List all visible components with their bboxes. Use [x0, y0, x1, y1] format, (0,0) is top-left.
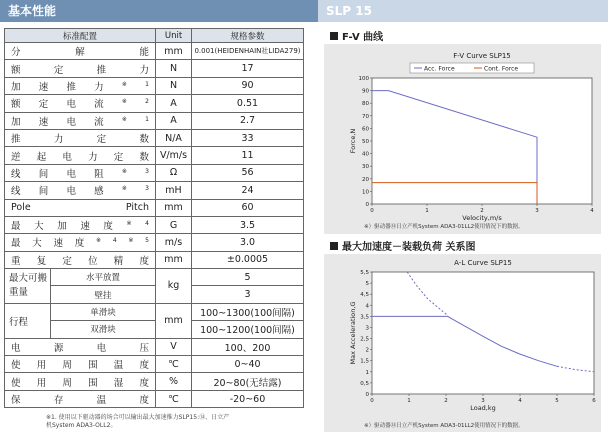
y-tick-label: 10: [362, 189, 369, 196]
spec-name-text: 线间电阻: [11, 168, 122, 180]
spec-value: 0.51: [192, 95, 304, 112]
spec-name: [5, 147, 156, 164]
footnote-1: ※1. 使用以下驱动器的场合可以输出最大加速推力SLP15:⑭、日立产: [46, 414, 230, 421]
x-axis-label: Load,kg: [470, 404, 496, 412]
model-header: SLP 15: [318, 0, 608, 22]
fv-chart-panel: [324, 44, 601, 234]
stroke-val2: 100~1200(100间隔): [192, 321, 304, 338]
footnote-2: 机System ADA3-OLL2。: [46, 422, 117, 429]
table-row: [5, 356, 304, 373]
spec-value: 20~80(无结露): [192, 373, 304, 390]
spec-name: [5, 164, 156, 181]
table-row: [5, 129, 304, 146]
y-tick-label: 0: [365, 392, 369, 398]
spec-value: 90: [192, 77, 304, 94]
spec-name-text: 加速电流: [11, 116, 122, 128]
y-tick-label: 20: [362, 176, 369, 183]
x-tick-label: 0: [370, 208, 374, 214]
spec-name-text: Pole Pitch: [11, 202, 149, 214]
spec-footnote-mark: ※3: [121, 185, 149, 193]
spec-value: 100、200: [192, 338, 304, 355]
stroke-unit: mm: [156, 303, 192, 338]
y-tick-label: 50: [362, 139, 369, 145]
spec-unit: %: [156, 373, 192, 390]
table-row: [5, 390, 304, 407]
stroke-label: 行程: [5, 303, 51, 338]
spec-name: [5, 199, 156, 216]
spec-name-text: 逆起电力定数: [11, 151, 149, 163]
y-tick-label: 90: [362, 88, 369, 95]
y-axis-label: Force,N: [349, 128, 357, 154]
al-chart: [324, 254, 601, 432]
col-header-value: 规格参数: [192, 29, 304, 43]
y-tick-label: 2,5: [360, 336, 369, 343]
spec-value: -20~60: [192, 390, 304, 407]
y-tick-label: 70: [362, 113, 369, 120]
legend-label-acc: Acc. Force: [424, 65, 455, 73]
spec-name: 使用周围温度: [5, 356, 156, 373]
spec-name-text: 线间电感: [11, 186, 122, 198]
y-tick-label: 5: [365, 281, 369, 288]
spec-name-text: 重复定位精度: [11, 255, 149, 267]
x-tick-label: 2: [480, 208, 484, 214]
al-chart-panel: [324, 254, 601, 432]
spec-value: 2.7: [192, 112, 304, 129]
table-row: [5, 43, 304, 60]
fv-section-title: [330, 28, 383, 43]
y-tick-label: 4,5: [360, 292, 369, 299]
table-row: [5, 95, 304, 112]
stroke-sub1: 单滑块: [51, 303, 156, 320]
load-val1: 5: [192, 269, 304, 286]
spec-name-text: 加速推力: [11, 81, 122, 93]
table-row: [5, 164, 304, 181]
stroke-sub2: 双滑块: [51, 321, 156, 338]
spec-footnote-mark: ※4: [126, 219, 149, 227]
y-tick-label: 80: [362, 101, 369, 108]
spec-footnote-mark: ※1: [121, 115, 149, 123]
y-tick-label: 1: [365, 369, 369, 376]
table-row: [5, 338, 304, 355]
fv-chart: [324, 44, 601, 234]
spec-footnote-mark: ※1: [121, 80, 149, 88]
x-tick-label: 6: [592, 398, 596, 404]
col-header-unit: Unit: [156, 29, 192, 43]
spec-value: 11: [192, 147, 304, 164]
spec-value: 33: [192, 129, 304, 146]
spec-name: [5, 43, 156, 60]
spec-value: 17: [192, 60, 304, 77]
stroke-val1: 100~1300(100间隔): [192, 303, 304, 320]
spec-unit: V/m/s: [156, 147, 192, 164]
spec-unit: ℃: [156, 356, 192, 373]
al-section-title: [330, 238, 475, 253]
y-tick-label: 5,5: [360, 270, 369, 276]
plot-area: [372, 78, 592, 204]
spec-value: 0.001(HEIDENHAIN社LIDA279): [192, 43, 304, 60]
x-tick-label: 0: [370, 398, 374, 404]
x-tick-label: 2: [444, 398, 448, 404]
spec-name: 保存温度: [5, 390, 156, 407]
spec-name: 电源电压: [5, 338, 156, 355]
spec-name: [5, 60, 156, 77]
x-tick-label: 3: [481, 398, 485, 404]
y-tick-label: 0,5: [360, 380, 369, 387]
y-tick-label: 0: [365, 202, 369, 208]
footnotes: [46, 414, 308, 430]
load-label: 最大可搬重量: [5, 269, 51, 304]
spec-unit: ℃: [156, 390, 192, 407]
table-row: [5, 199, 304, 216]
fv-chart-note: ※）驱动器⑭日立产机System ADA3-01LL2使用情况下的数据。: [364, 224, 524, 230]
load-unit: kg: [156, 269, 192, 304]
spec-value: 56: [192, 164, 304, 181]
spec-value: 60: [192, 199, 304, 216]
x-tick-label: 4: [590, 208, 594, 214]
spec-table: [4, 28, 304, 408]
spec-unit: N: [156, 60, 192, 77]
x-tick-label: 4: [518, 398, 522, 404]
spec-name: [5, 77, 156, 94]
x-axis-label: Velocity,m/s: [462, 214, 502, 222]
chart-title: A-L Curve SLP15: [454, 259, 512, 267]
section-header-basic-performance: 基本性能: [0, 0, 318, 22]
spec-name: [5, 112, 156, 129]
chart-title: F-V Curve SLP15: [453, 52, 511, 60]
spec-name: [5, 182, 156, 199]
x-tick-label: 1: [425, 208, 429, 214]
spec-unit: mH: [156, 182, 192, 199]
spec-name: [5, 234, 156, 251]
y-tick-label: 2: [365, 347, 369, 354]
square-bullet-icon: [330, 32, 338, 40]
y-tick-label: 100: [358, 76, 369, 82]
table-row: [5, 234, 304, 251]
y-tick-label: 3: [365, 325, 369, 332]
spec-value: 3.5: [192, 216, 304, 233]
spec-name: [5, 216, 156, 233]
spec-unit: N: [156, 77, 192, 94]
spec-name-text: 最大速度: [11, 238, 97, 250]
spec-name-text: 分解能: [11, 47, 149, 59]
spec-unit: Ω: [156, 164, 192, 181]
fv-section-text: F-V 曲线: [342, 32, 384, 43]
table-row: [5, 216, 304, 233]
table-row: [5, 251, 304, 268]
spec-unit: m/s: [156, 234, 192, 251]
spec-name: [5, 251, 156, 268]
table-row: [5, 182, 304, 199]
spec-value: 3.0: [192, 234, 304, 251]
plot-area: [372, 272, 594, 394]
table-row: [5, 112, 304, 129]
spec-name-text: 推力定数: [11, 134, 149, 146]
table-row-stroke-1: [5, 303, 304, 320]
y-axis-label: Max Acceleration,G: [349, 301, 357, 365]
load-sub2: 壁挂: [51, 286, 156, 303]
table-row: [5, 147, 304, 164]
x-tick-label: 3: [535, 208, 539, 214]
y-tick-label: 40: [362, 151, 369, 158]
spec-footnote-mark: ※4※5: [96, 237, 149, 245]
spec-name-text: 最大加速度: [11, 221, 127, 233]
y-tick-label: 30: [362, 164, 369, 171]
y-tick-label: 4: [365, 303, 369, 310]
spec-value: ±0.0005: [192, 251, 304, 268]
spec-table-header: [5, 29, 304, 43]
spec-unit: mm: [156, 43, 192, 60]
spec-value: 24: [192, 182, 304, 199]
spec-unit: V: [156, 338, 192, 355]
spec-unit: mm: [156, 251, 192, 268]
spec-unit: A: [156, 112, 192, 129]
al-section-text: 最大加速度－装载负荷 关系图: [342, 242, 476, 253]
table-row-load-1: [5, 269, 304, 286]
x-tick-label: 5: [555, 398, 559, 404]
x-tick-label: 1: [407, 398, 411, 404]
table-row: [5, 373, 304, 390]
spec-name-text: 额定电流: [11, 99, 122, 111]
y-tick-label: 60: [362, 126, 369, 133]
spec-name: [5, 95, 156, 112]
spec-unit: G: [156, 216, 192, 233]
table-row: [5, 60, 304, 77]
spec-unit: A: [156, 95, 192, 112]
spec-value: 0~40: [192, 356, 304, 373]
spec-name: [5, 129, 156, 146]
load-val2: 3: [192, 286, 304, 303]
spec-unit: N/A: [156, 129, 192, 146]
load-sub1: 水平放置: [51, 269, 156, 286]
legend-label-cont: Cont. Force: [484, 65, 519, 73]
spec-unit: mm: [156, 199, 192, 216]
y-tick-label: 1,5: [360, 358, 369, 365]
spec-name-text: 额定推力: [11, 64, 149, 76]
spec-footnote-mark: ※3: [121, 167, 149, 175]
spec-footnote-mark: ※2: [121, 98, 149, 106]
square-bullet-icon: [330, 242, 338, 250]
table-row: [5, 77, 304, 94]
col-header-item: 标准配置: [5, 29, 156, 43]
y-tick-label: 3,5: [360, 314, 369, 321]
al-chart-note: ※）驱动器⑭日立产机System ADA3-01LL2使用情况下的数据。: [364, 423, 524, 429]
spec-name: 使用周围湿度: [5, 373, 156, 390]
